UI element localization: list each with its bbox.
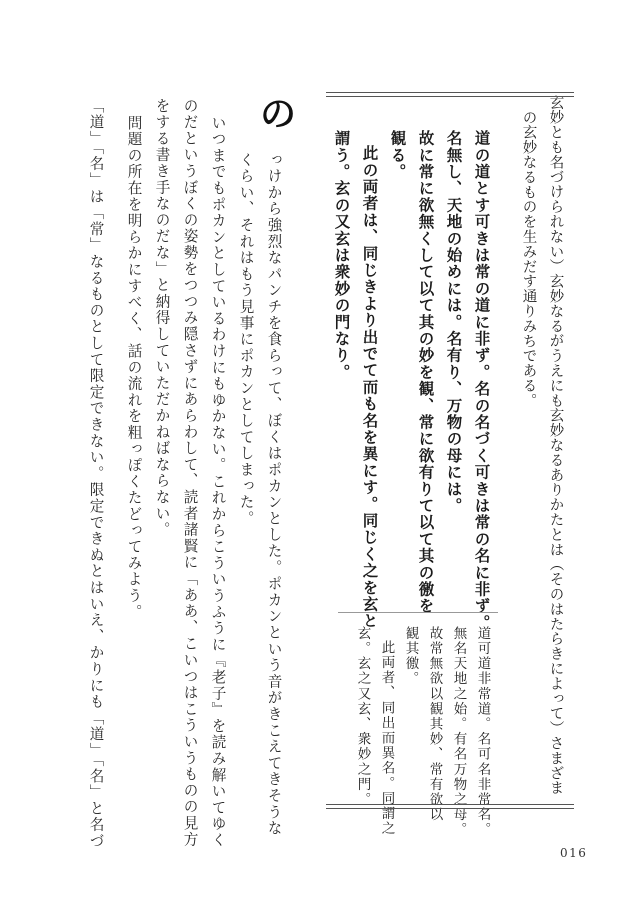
kanbun-line-5: 此両者、同出而異名。同謂之	[378, 640, 395, 837]
body-line-7: 「道」「名」は「常」なるものとして限定できない。限定できぬとはいえ、かりにも「道」「名」と名づ	[87, 98, 105, 850]
quote-bottom-rule	[326, 804, 574, 805]
body-line-2: くらい、それはもう見事にポカンとしてしまった。	[237, 152, 255, 527]
kanbun-line-6: 玄。玄之又玄、衆妙之門。	[354, 626, 371, 808]
drop-cap: の	[260, 93, 297, 135]
page-number: 016	[560, 846, 588, 860]
body-line-1: っけから強烈なパンチを食らって、ぼくはポカンとした。ポカンという音がきこえてきそうな	[265, 152, 283, 837]
kundoku-line-6: 謂う。玄の又玄は衆妙の門なり。	[332, 130, 352, 381]
heading-line-1: 玄妙とも名づけられない）玄妙なるがうえにも玄妙なるありかたとは（そのはたらきによって）さまざま	[547, 95, 564, 796]
kanbun-line-3: 故常無欲以観其妙、常有欲以	[426, 626, 443, 823]
kanbun-line-4: 観其徼。	[402, 626, 419, 687]
kanbun-line-1: 道可道非常道。名可名非常名。	[474, 626, 491, 838]
kundoku-line-2: 名無し、天地の始めには。名有り、万物の母には。	[444, 130, 464, 515]
kundoku-line-4: 観る。	[388, 130, 408, 181]
body-line-4: のだというぼくの姿勢をつつみ隠さずにあらわして、読者諸賢に「ああ、こいつはこういうものの見方	[181, 98, 199, 848]
body-line-6: 問題の所在を明らかにすべく、話の流れを粗っぽくたどってみよう。	[125, 115, 143, 621]
quote-bottom-rule-2	[326, 808, 574, 809]
body-line-3: いつまでもポカンとしているわけにもゆかない。これからこういうふうに『老子』を読み解いてゆく	[209, 115, 227, 849]
kanbun-line-2: 無名天地之始。有名万物之母。	[450, 626, 467, 838]
kundoku-line-5: 此の両者は、同じきより出でて而も名を異にす。同じく之を玄と	[360, 145, 380, 630]
quote-top-rule	[326, 92, 574, 93]
quote-top-rule-2	[326, 96, 574, 97]
heading-line-2: の玄妙なるものを生みだす通りみちである。	[520, 110, 537, 408]
quote-mid-rule	[338, 612, 498, 613]
body-line-5: をする書き手なのだな」と納得していただかねばならない。	[153, 98, 171, 539]
kundoku-line-1: 道の道とす可きは常の道に非ず。名の名づく可きは常の名に非ず。	[472, 130, 492, 631]
kundoku-line-3: 故に常に欲無くして以て其の妙を観、常に欲有りて以て其の徼を	[416, 130, 436, 615]
